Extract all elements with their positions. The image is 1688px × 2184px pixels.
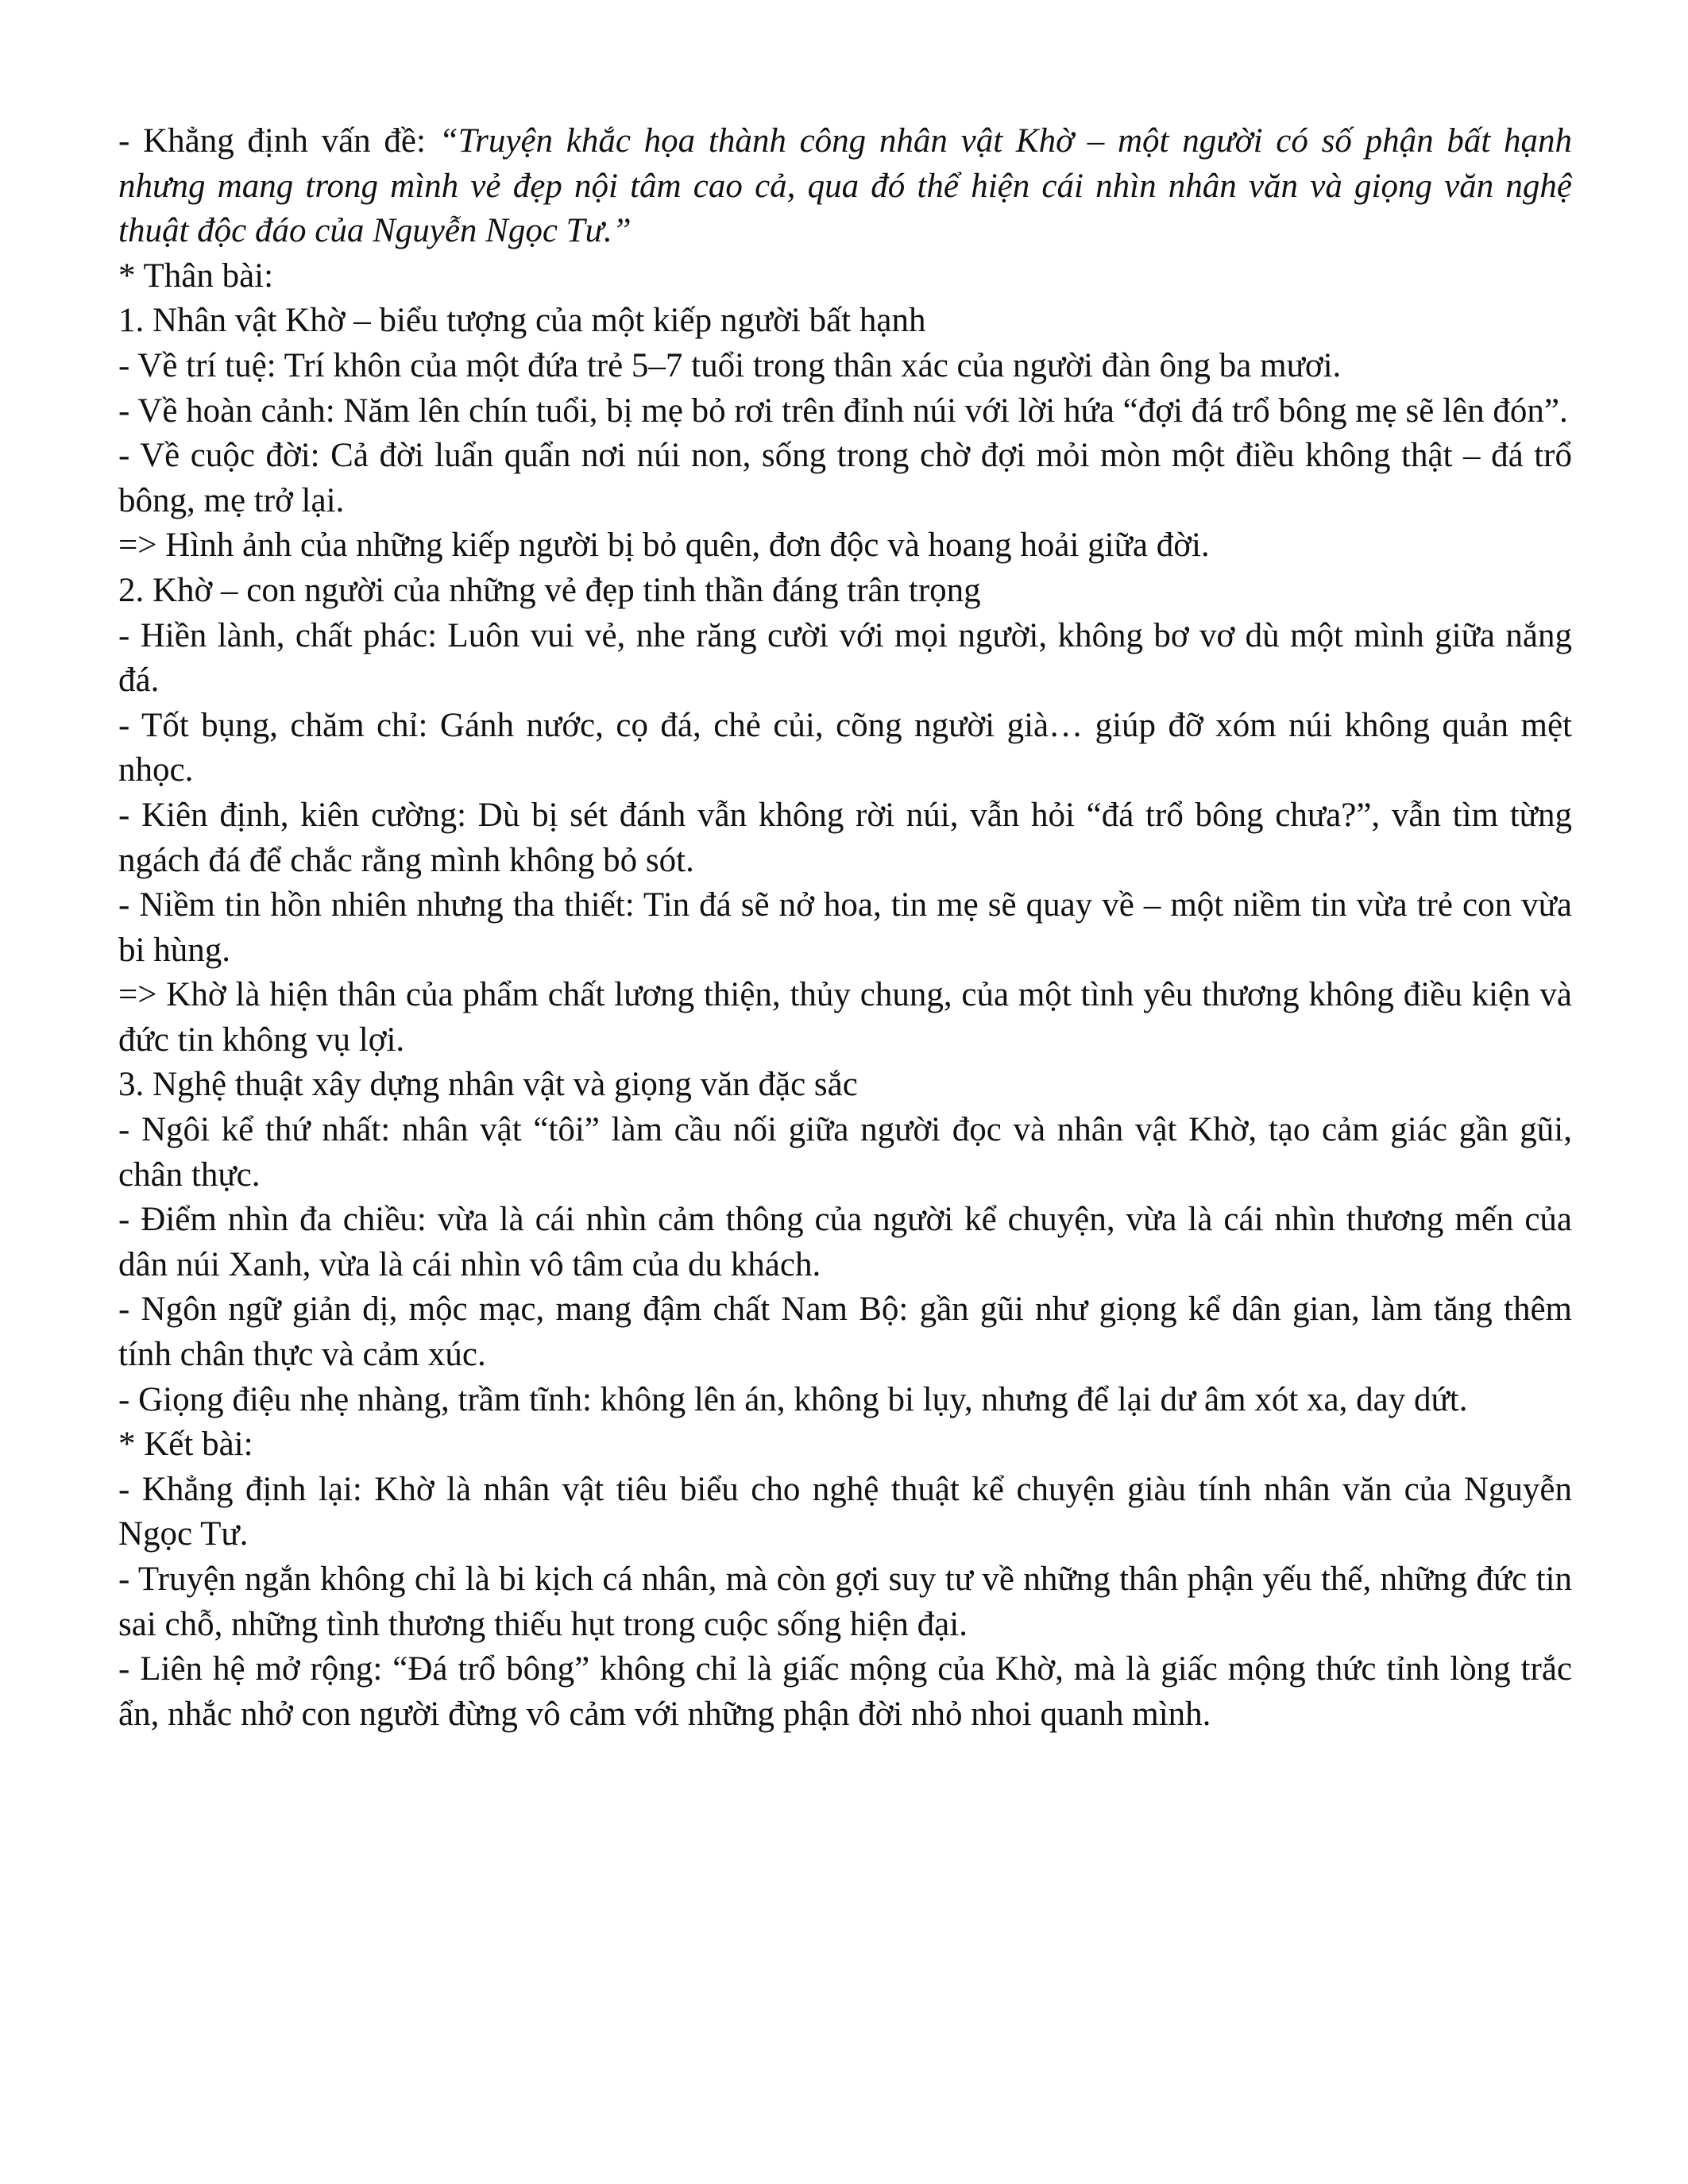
section2-item: - Niềm tin hồn nhiên nhưng tha thiết: Tin đá sẽ nở hoa, tin mẹ sẽ quay về – một niềm tin vừa trẻ con vừa bi hùng. (118, 886, 1572, 969)
section3-heading: 3. Nghệ thuật xây dựng nhân vật và giọng văn đặc sắc (118, 1066, 858, 1104)
section3-item: - Điểm nhìn đa chiều: vừa là cái nhìn cảm thông của người kể chuyện, vừa là cái nhìn thương mến của dân núi Xanh, vừa là cái nhìn vô tâm của du khách. (118, 1201, 1572, 1283)
section3-item: - Ngôn ngữ giản dị, mộc mạc, mang đậm chất Nam Bộ: gần gũi như giọng kể dân gian, làm tăng thêm tính chân thực và cảm xúc. (118, 1291, 1572, 1374)
section2-item: - Hiền lành, chất phác: Luôn vui vẻ, nhe răng cười với mọi người, không bơ vơ dù một mình giữa nắng đá. (118, 616, 1572, 700)
section2-item: - Tốt bụng, chăm chỉ: Gánh nước, cọ đá, chẻ củi, cõng người già… giúp đỡ xóm núi không quản mệt nhọc. (118, 706, 1572, 789)
intro-affirm-prefix: - Khẳng định vấn đề: (118, 122, 439, 160)
conclusion-item: - Khẳng định lại: Khờ là nhân vật tiêu biểu cho nghệ thuật kể chuyện giàu tính nhân văn của Nguyễn Ngọc Tư. (118, 1470, 1572, 1553)
section1-heading: 1. Nhân vật Khờ – biểu tượng của một kiếp người bất hạnh (118, 302, 926, 340)
document-page (118, 119, 1572, 1737)
intro-affirm-quote: “Truyện khắc họa thành công nhân vật Khờ – một người có số phận bất hạnh nhưng mang trong mình vẻ đẹp nội tâm cao cả, qua đó thể hiện cái nhìn nhân văn và giọng văn nghệ thuật độc đáo của Nguyễn Ngọc Tư.” (118, 122, 1572, 250)
section3-item: - Ngôi kể thứ nhất: nhân vật “tôi” làm cầu nối giữa người đọc và nhân vật Khờ, tạo cảm giác gần gũi, chân thực. (118, 1111, 1572, 1194)
body-heading: * Thân bài: (118, 257, 274, 295)
section2-conclusion: => Khờ là hiện thân của phẩm chất lương thiện, thủy chung, của một tình yêu thương không điều kiện và đức tin không vụ lợi. (118, 976, 1572, 1059)
intro-affirm-paragraph (118, 119, 1572, 254)
section2-heading: 2. Khờ – con người của những vẻ đẹp tinh thần đáng trân trọng (118, 571, 981, 609)
section3-item: - Giọng điệu nhẹ nhàng, trầm tĩnh: không lên án, không bi lụy, nhưng để lại dư âm xót xa, day dứt. (118, 1380, 1468, 1418)
conclusion-heading: * Kết bài: (118, 1426, 253, 1464)
section1-item: - Về cuộc đời: Cả đời luẩn quẩn nơi núi non, sống trong chờ đợi mỏi mòn một điều không thật – đá trổ bông, mẹ trở lại. (118, 437, 1572, 519)
section2-item: - Kiên định, kiên cường: Dù bị sét đánh vẫn không rời núi, vẫn hỏi “đá trổ bông chưa?”, vẫn tìm từng ngách đá để chắc rằng mình không bỏ sót. (118, 796, 1572, 879)
section1-item: - Về hoàn cảnh: Năm lên chín tuổi, bị mẹ bỏ rơi trên đỉnh núi với lời hứa “đợi đá trổ bông mẹ sẽ lên đón”. (118, 392, 1568, 430)
section1-item: - Về trí tuệ: Trí khôn của một đứa trẻ 5–7 tuổi trong thân xác của người đàn ông ba mươi. (118, 346, 1342, 384)
section1-conclusion: => Hình ảnh của những kiếp người bị bỏ quên, đơn độc và hoang hoải giữa đời. (118, 527, 1210, 565)
conclusion-item: - Liên hệ mở rộng: “Đá trổ bông” không chỉ là giấc mộng của Khờ, mà là giấc mộng thức tỉnh lòng trắc ẩn, nhắc nhở con người đừng vô cảm với những phận đời nhỏ nhoi quanh mình. (118, 1650, 1572, 1733)
conclusion-item: - Truyện ngắn không chỉ là bi kịch cá nhân, mà còn gợi suy tư về những thân phận yếu thế, những đức tin sai chỗ, những tình thương thiếu hụt trong cuộc sống hiện đại. (118, 1561, 1572, 1643)
